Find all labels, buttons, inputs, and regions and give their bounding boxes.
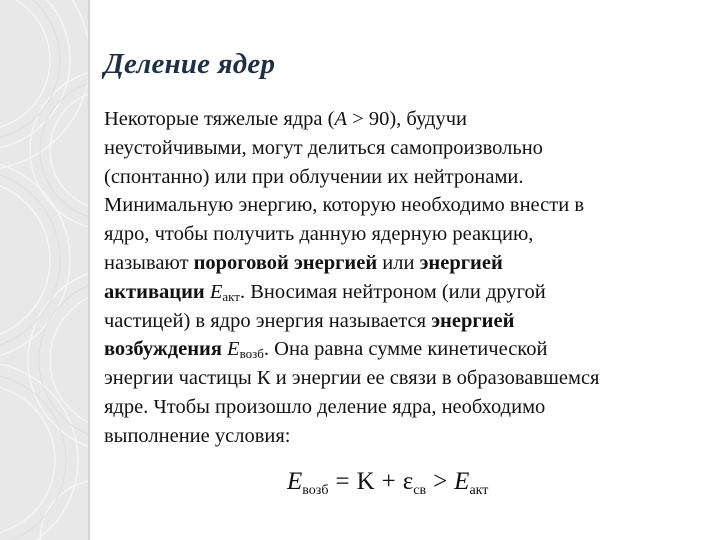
text-line: активации $E_{акт}$. Вносимая нейтроном (или другой [104,280,546,304]
text-line: Минимальную энергию, которую необходимо внести в [104,194,584,217]
text-line: выполнение условия: [104,424,291,447]
slide-title: Деление ядер [104,48,276,80]
text-line: ядро, чтобы получить данную ядерную реакцию, [104,223,534,246]
text-line: (спонтанно) или при облучении их нейтронами. [104,165,524,188]
text-line: Некоторые тяжелые ядра (A > 90), будучи [104,108,467,130]
left-decorative-band [0,0,88,540]
term-energy: энергией [419,251,503,274]
text-line: частицей) в ядро энергия называется энергией [104,309,515,332]
body-paragraph [104,105,709,451]
text-line: ядре. Чтобы произошло деление ядра, необходимо [104,395,546,418]
fission-condition-formula: $E_{возб} = K + \varepsilon_{св} > E_{акт}$ [287,468,489,498]
text-line: возбуждения $E_{возб}$. Она равна сумме кинетической [104,338,548,362]
term-energy: энергией [431,309,515,332]
band-divider [88,0,90,540]
text-line: называют пороговой энергией или энергией [104,251,503,274]
term-excitation: возбуждения [104,338,222,361]
text-line: энергии частицы К и энергии ее связи в образовавшемся [104,367,600,390]
text-line: неустойчивыми, могут делиться самопроизвольно [104,136,543,159]
term-threshold-energy: пороговой энергией [193,251,378,274]
arc-decoration [0,0,88,540]
term-activation: активации [104,280,205,303]
